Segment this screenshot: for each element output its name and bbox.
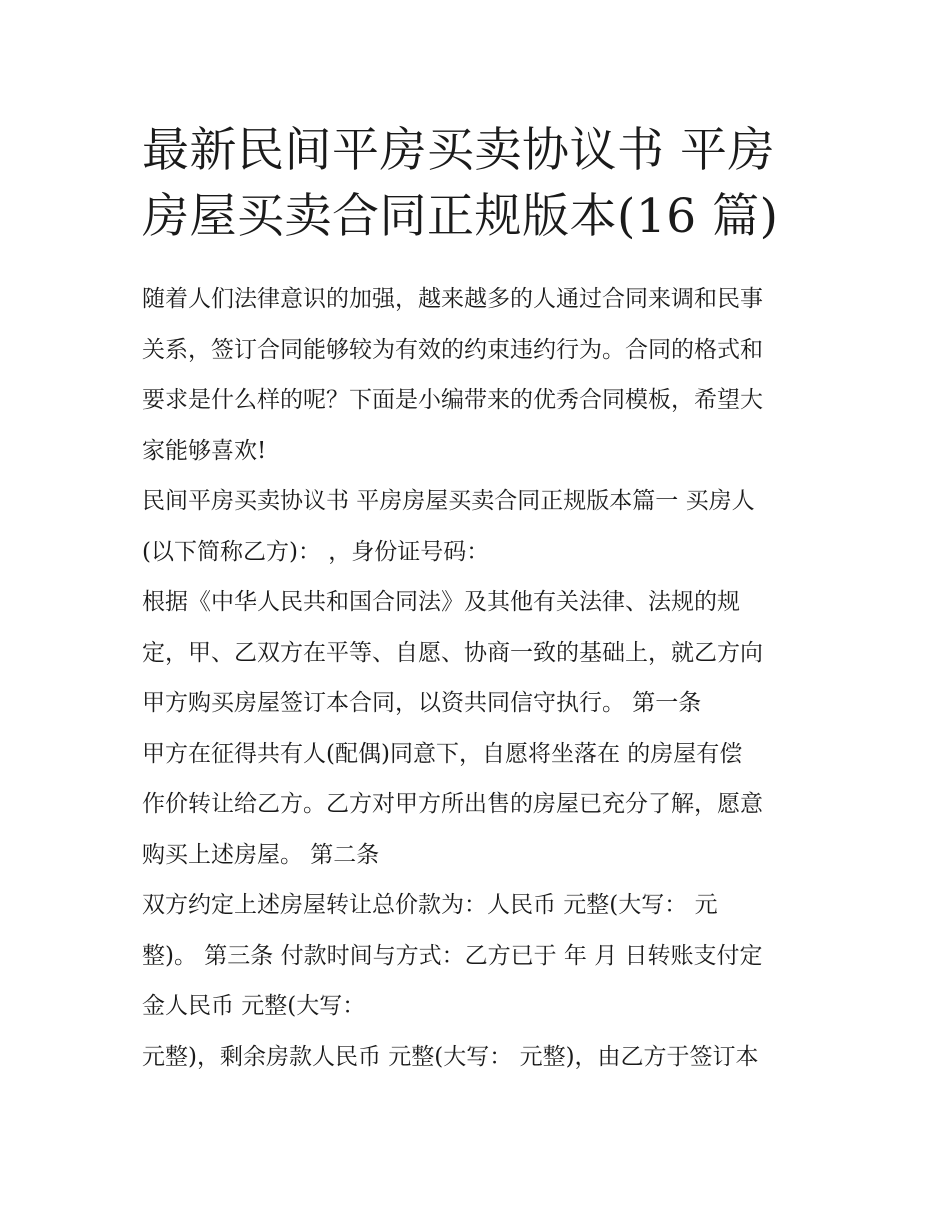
body-line: 甲方购买房屋签订本合同，以资共同信守执行。 第一条 bbox=[142, 690, 702, 716]
body-line: 关系，签订合同能够较为有效的约束违约行为。合同的格式和 bbox=[142, 336, 763, 363]
document-page bbox=[142, 118, 814, 1082]
document-body bbox=[142, 274, 814, 1082]
body-line: 双方约定上述房屋转让总价款为：人民币 元整(大写： 元 bbox=[142, 892, 718, 918]
body-line: 要求是什么样的呢？下面是小编带来的优秀合同模板，希望大 bbox=[142, 387, 763, 413]
body-line: 作价转让给乙方。乙方对甲方所出售的房屋已充分了解，愿意 bbox=[142, 791, 763, 817]
body-line: 根据《中华人民共和国合同法》及其他有关法律、法规的规 bbox=[142, 589, 740, 615]
body-line: 元整)，剩余房款人民币 元整(大写： 元整)，由乙方于签订本 bbox=[142, 1043, 759, 1070]
body-line: 甲方在征得共有人(配偶)同意下，自愿将坐落在 的房屋有偿 bbox=[142, 740, 743, 767]
body-line: 定，甲、乙双方在平等、自愿、协商一致的基础上，就乙方向 bbox=[142, 639, 763, 666]
body-line: (以下简称乙方)： ，身份证号码： bbox=[142, 538, 490, 565]
body-line: 家能够喜欢! bbox=[142, 437, 267, 464]
body-line: 整)。 第三条 付款时间与方式：乙方已于 年 月 日转账支付定 bbox=[142, 942, 763, 969]
body-line: 金人民币 元整(大写： bbox=[142, 993, 366, 1019]
body-line: 随着人们法律意识的加强，越来越多的人通过合同来调和民事 bbox=[142, 286, 763, 312]
body-line: 民间平房买卖协议书 平房房屋买卖合同正规版本篇一 买房人 bbox=[142, 488, 755, 514]
body-line: 购买上述房屋。 第二条 bbox=[142, 841, 380, 868]
document-title: 最新民间平房买卖协议书 平房 房屋买卖合同正规版本(16 篇) bbox=[142, 123, 779, 244]
